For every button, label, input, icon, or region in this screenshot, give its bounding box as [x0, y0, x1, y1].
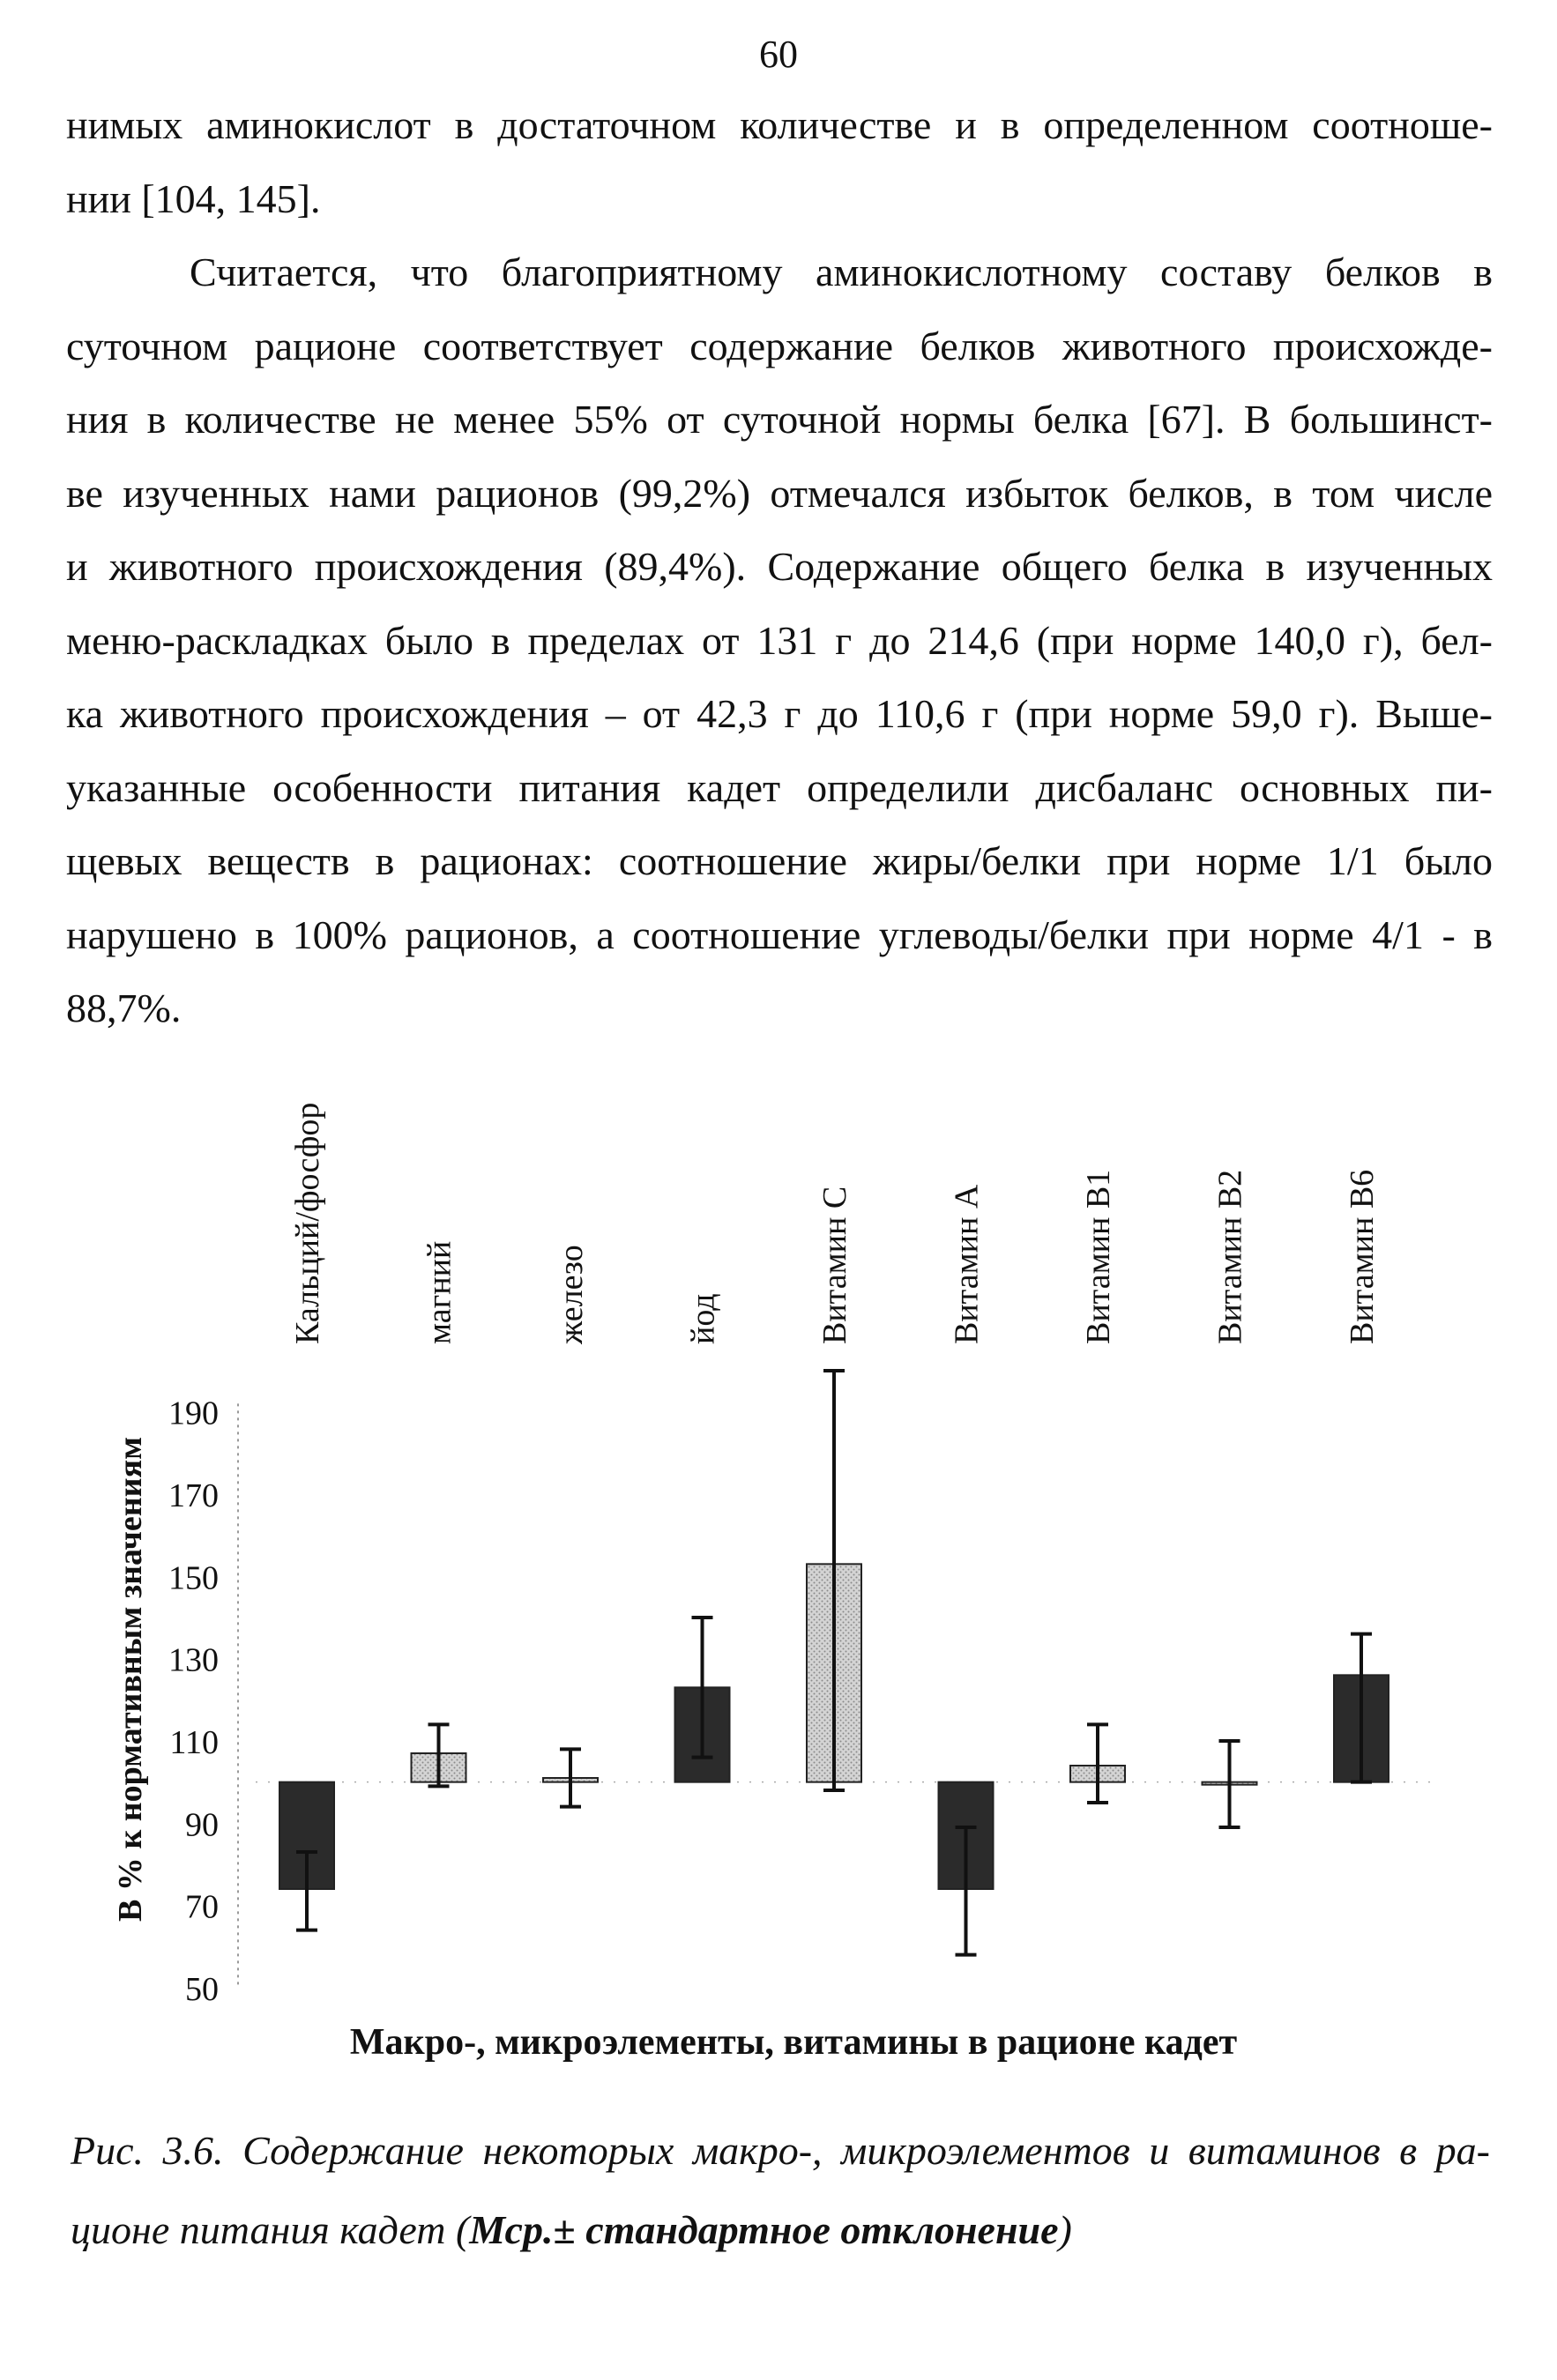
text-line: щевых веществ в рационах: соотношение жиры/белки при норме 1/1 было — [66, 838, 1493, 883]
caption-italic: ционе питания кадет ( — [71, 2207, 470, 2252]
text-line: суточном рационе соответствует содержание белков животного происхожде- — [66, 323, 1493, 368]
text-line: ве изученных нами рационов (99,2%) отмечался избыток белков, в том числе — [66, 470, 1493, 516]
text-line: Считается, что благоприятному аминокислотному составу белков в — [190, 249, 1493, 294]
category-label-9: Витамин В6 — [1344, 1169, 1381, 1344]
caption-line: Рис. 3.6. Содержание некоторых макро-, микроэлементов и витаминов в ра- — [71, 2128, 1490, 2173]
text-line: нии [104, 145]. — [66, 175, 321, 221]
text-line: 88,7%. — [66, 985, 182, 1030]
y-tick-label: 70 — [185, 1888, 219, 1926]
category-label-3: железо — [553, 1245, 590, 1344]
nutrient-chart — [88, 1058, 1499, 2098]
nutrient-chart-svg — [88, 1058, 1499, 2098]
y-tick-label: 190 — [168, 1395, 219, 1432]
y-tick-label: 130 — [168, 1641, 219, 1679]
y-tick-label: 170 — [168, 1477, 219, 1514]
category-label-4: йод — [684, 1293, 722, 1344]
page-number: 60 — [759, 33, 798, 76]
body-text — [66, 88, 1493, 1045]
y-tick-label: 150 — [168, 1559, 219, 1597]
text-line: ния в количестве не менее 55% от суточной нормы белка [67]. В большинст- — [66, 397, 1493, 442]
text-line: меню-раскладках было в пределах от 131 г до 214,6 (при норме 140,0 г), бел- — [66, 617, 1493, 663]
text-line: указанные особенности питания кадет определили дисбаланс основных пи- — [66, 764, 1493, 810]
category-label-6: Витамин А — [948, 1184, 986, 1344]
x-axis-title: Макро-, микроэлементы, витамины в рационе кадет — [349, 2022, 1238, 2063]
y-tick-label: 50 — [185, 1971, 219, 2008]
text-line: ка животного происхождения – от 42,3 г до 110,6 г (при норме 59,0 г). Выше- — [66, 691, 1493, 736]
y-axis-label: В % к нормативным значениям — [112, 1436, 149, 1923]
text-line: нарушено в 100% рационов, а соотношение углеводы/белки при норме 4/1 - в — [66, 911, 1493, 957]
category-label-1: Кальций/фосфор — [289, 1102, 326, 1344]
caption-bold: Мср.± стандартное отклонение — [469, 2207, 1059, 2252]
category-label-2: магний — [421, 1240, 458, 1344]
text-line: и животного происхождения (89,4%). Содержание общего белка в изученных — [66, 544, 1493, 589]
y-tick-label: 110 — [169, 1724, 219, 1761]
category-label-5: Витамин С — [816, 1186, 853, 1344]
category-label-8: Витамин В2 — [1211, 1169, 1249, 1344]
caption-line — [71, 2190, 1490, 2270]
figure-caption — [71, 2111, 1490, 2270]
y-tick-label: 90 — [185, 1806, 219, 1844]
text-line: нимых аминокислот в достаточном количестве и в определенном соотноше- — [66, 102, 1493, 147]
caption-end: ) — [1058, 2207, 1072, 2252]
category-label-7: Витамин В1 — [1080, 1169, 1117, 1344]
